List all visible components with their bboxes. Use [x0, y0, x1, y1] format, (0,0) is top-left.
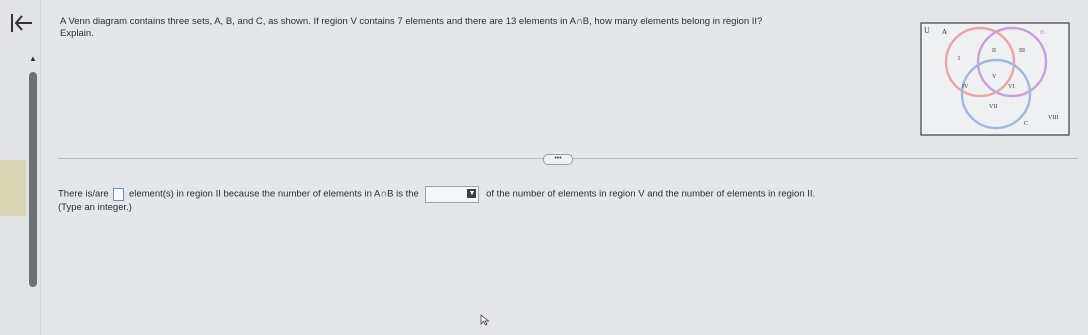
region-i: I [958, 56, 960, 62]
left-rail [0, 0, 41, 335]
question-body: A Venn diagram contains three sets, A, B, and C, as shown. If region V contains 7 elements and there are 13 elements in A∩B, how many elements belong in region II? [60, 16, 763, 27]
label-b: B [1040, 30, 1045, 36]
region-ii: II [992, 48, 996, 54]
region-viii: VIII [1048, 115, 1059, 121]
answer-part-1: There is/are [58, 188, 109, 200]
question-text [60, 16, 890, 40]
label-c: C [1024, 121, 1029, 127]
scrollbar[interactable] [29, 72, 37, 287]
scroll-up-icon[interactable]: ▲ [29, 54, 37, 63]
label-u: U [924, 26, 930, 35]
region-vi: VI [1008, 84, 1015, 90]
region-ii-count-input[interactable] [113, 188, 124, 201]
answer-part-3: of the number of elements in region V and the number of elements in region II. [486, 188, 816, 200]
back-arrow-icon[interactable] [10, 12, 36, 36]
region-v: V [992, 74, 997, 80]
venn-diagram [920, 22, 1070, 136]
relation-dropdown[interactable] [425, 186, 479, 203]
answer-part-2: element(s) in region II because the number of elements in A∩B is the [128, 188, 419, 200]
question-explain: Explain. [60, 28, 94, 39]
expand-button[interactable]: ••• [543, 154, 573, 165]
mouse-pointer-icon [480, 314, 490, 326]
region-iv: IV [962, 84, 969, 90]
integer-hint: (Type an integer.) [58, 202, 132, 213]
caret-down-icon: ▼ [468, 190, 476, 197]
region-iii: III [1019, 48, 1025, 54]
region-vii: VII [989, 104, 998, 110]
rail-highlight [0, 160, 26, 216]
answer-sentence [58, 186, 1058, 200]
label-a: A [942, 28, 948, 36]
